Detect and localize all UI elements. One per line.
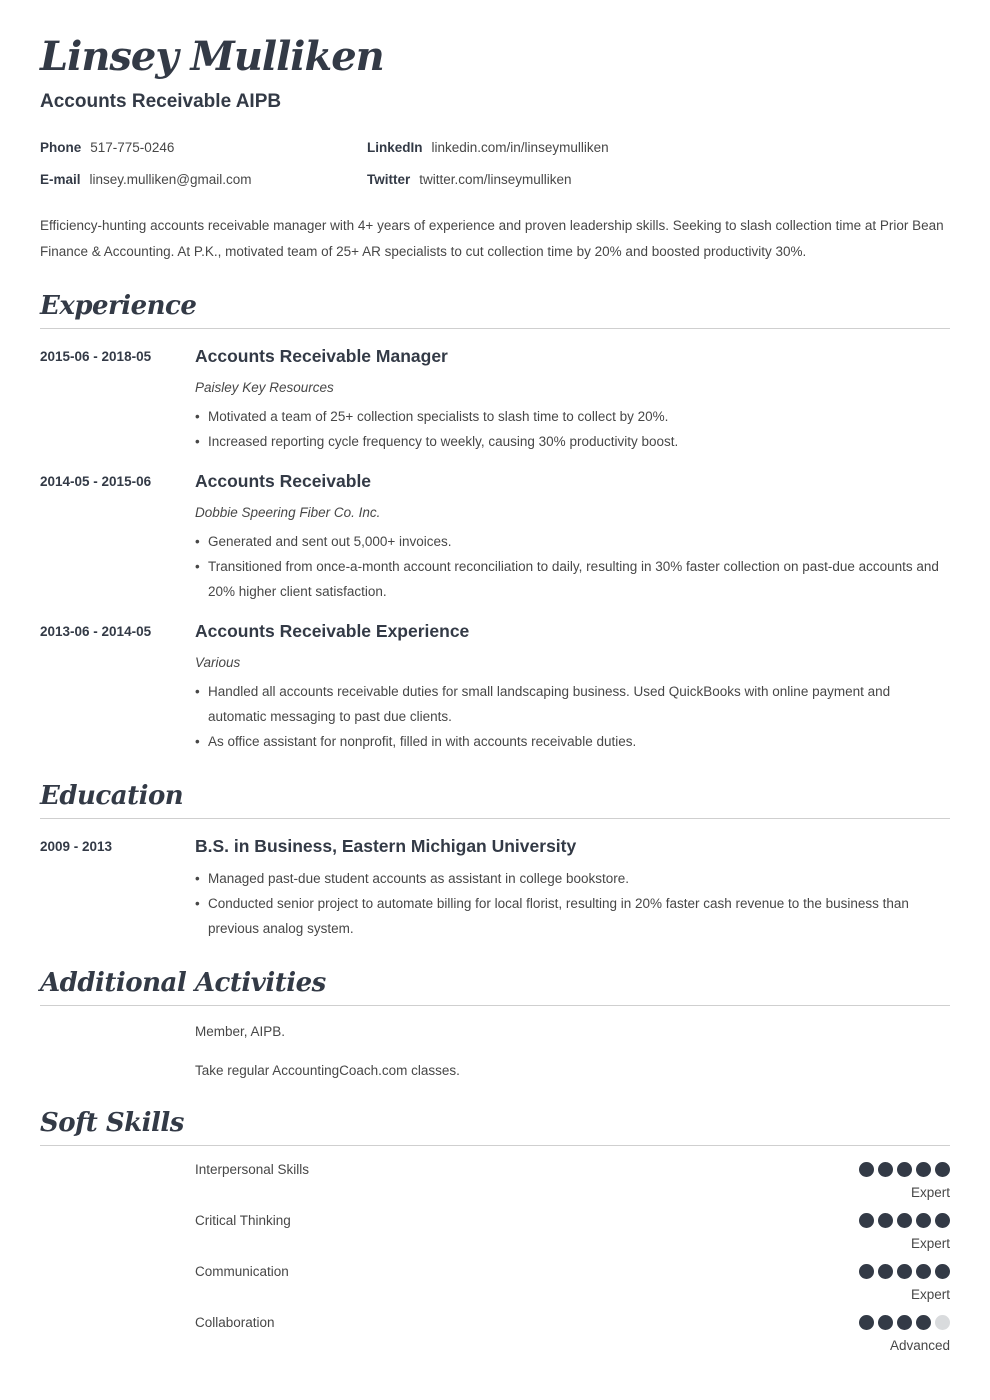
rating-dot-filled bbox=[897, 1264, 912, 1279]
skill-rating-dots bbox=[859, 1162, 950, 1177]
skill-level: Advanced bbox=[889, 1337, 950, 1353]
section-rule bbox=[40, 1005, 950, 1006]
contact-grid bbox=[40, 140, 950, 187]
skill-rating-dots bbox=[859, 1213, 950, 1228]
section-heading-education: Education bbox=[40, 781, 184, 811]
bullet-item: • Generated and sent out 5,000+ invoices. bbox=[195, 529, 950, 554]
rating-dot-filled bbox=[897, 1315, 912, 1330]
rating-dot-filled bbox=[878, 1213, 893, 1228]
education-entry bbox=[40, 836, 950, 941]
bullet-item: • Managed past-due student accounts as assistant in college bookstore. bbox=[195, 866, 950, 891]
soft-skills-list bbox=[40, 1162, 950, 1353]
rating-dot-filled bbox=[935, 1162, 950, 1177]
section-heading-soft-skills: Soft Skills bbox=[40, 1107, 184, 1138]
entry-bullets bbox=[195, 866, 950, 941]
email-label: E-mail bbox=[40, 172, 81, 187]
skill-rating-dots bbox=[859, 1264, 950, 1279]
person-name: Linsey Mulliken bbox=[40, 33, 384, 80]
entry-body bbox=[195, 621, 950, 754]
bullet-item: • As office assistant for nonprofit, filled in with accounts receivable duties. bbox=[195, 729, 950, 754]
section-rule bbox=[40, 328, 950, 329]
section-rule bbox=[40, 1145, 950, 1146]
profile-summary: Efficiency-hunting accounts receivable manager with 4+ years of experience and proven leadership skills. Seeking to slash collection time at Prior Bean Finance & Accounting. At P.K., motivated team of 25+ AR specialists to cut collection time by 20% and boosted productivity 30%. bbox=[40, 218, 944, 259]
contact-twitter bbox=[367, 172, 950, 187]
entry-title: Accounts Receivable bbox=[195, 471, 372, 491]
skill-label: Interpersonal Skills bbox=[195, 1161, 310, 1177]
section-heading-experience: Experience bbox=[40, 291, 197, 321]
skill-level: Expert bbox=[910, 1235, 950, 1251]
skill-label: Collaboration bbox=[195, 1314, 275, 1330]
rating-dot-filled bbox=[897, 1213, 912, 1228]
entry-bullets bbox=[195, 404, 950, 454]
phone-label: Phone bbox=[40, 140, 82, 155]
rating-dot-filled bbox=[878, 1315, 893, 1330]
contact-phone bbox=[40, 140, 367, 155]
entry-dates: 2014-05 - 2015-06 bbox=[40, 474, 152, 489]
rating-dot-empty bbox=[935, 1315, 950, 1330]
skill-level: Expert bbox=[910, 1184, 950, 1200]
entry-company: Dobbie Speering Fiber Co. Inc. bbox=[195, 505, 381, 520]
entry-dates: 2013-06 - 2014-05 bbox=[40, 624, 152, 639]
contact-linkedin bbox=[367, 140, 950, 155]
skill-level: Expert bbox=[910, 1286, 950, 1302]
rating-dot-filled bbox=[859, 1264, 874, 1279]
skill-row bbox=[195, 1213, 950, 1251]
rating-dot-filled bbox=[916, 1162, 931, 1177]
bullet-item: • Conducted senior project to automate billing for local florist, resulting in 20% faster cash revenue to the business than previous analog system. bbox=[195, 891, 950, 941]
twitter-value: twitter.com/linseymulliken bbox=[419, 172, 572, 187]
bullet-item: • Motivated a team of 25+ collection specialists to slash time to collect by 20%. bbox=[195, 404, 950, 429]
rating-dot-filled bbox=[878, 1162, 893, 1177]
linkedin-value: linkedin.com/in/linseymulliken bbox=[431, 140, 609, 155]
entry-dates: 2009 - 2013 bbox=[40, 839, 113, 854]
phone-value: 517-775-0246 bbox=[90, 140, 175, 155]
activity-line: Member, AIPB. bbox=[195, 1024, 286, 1039]
bullet-item: • Transitioned from once-a-month account reconciliation to daily, resulting in 30% faster collection on past-due accounts and 20% higher client satisfaction. bbox=[195, 554, 950, 604]
bullet-item: • Handled all accounts receivable duties for small landscaping business. Used QuickBooks with online payment and automatic messaging to past due clients. bbox=[195, 679, 950, 729]
activities-block bbox=[40, 1023, 950, 1081]
skill-row bbox=[195, 1162, 950, 1200]
rating-dot-filled bbox=[935, 1213, 950, 1228]
skill-row bbox=[195, 1315, 950, 1353]
rating-dot-filled bbox=[859, 1213, 874, 1228]
rating-dot-filled bbox=[897, 1162, 912, 1177]
bullet-item: • Increased reporting cycle frequency to weekly, causing 30% productivity boost. bbox=[195, 429, 950, 454]
section-heading-activities: Additional Activities bbox=[40, 968, 326, 998]
rating-dot-filled bbox=[916, 1264, 931, 1279]
person-job-title: Accounts Receivable AIPB bbox=[40, 91, 282, 112]
rating-dot-filled bbox=[935, 1264, 950, 1279]
entry-title: Accounts Receivable Manager bbox=[195, 346, 448, 366]
entry-body bbox=[195, 471, 950, 604]
entry-company: Paisley Key Resources bbox=[195, 380, 334, 395]
rating-dot-filled bbox=[916, 1315, 931, 1330]
activity-line: Take regular AccountingCoach.com classes. bbox=[195, 1062, 460, 1078]
skill-rating-dots bbox=[859, 1315, 950, 1330]
entry-bullets bbox=[195, 529, 950, 604]
experience-entry bbox=[40, 346, 950, 454]
linkedin-label: LinkedIn bbox=[367, 140, 423, 155]
experience-entry bbox=[40, 621, 950, 754]
rating-dot-filled bbox=[916, 1213, 931, 1228]
rating-dot-filled bbox=[878, 1264, 893, 1279]
entry-body bbox=[195, 836, 950, 941]
twitter-label: Twitter bbox=[367, 172, 411, 187]
entry-company: Various bbox=[195, 655, 241, 670]
contact-email bbox=[40, 172, 367, 187]
entry-title: Accounts Receivable Experience bbox=[195, 621, 470, 641]
email-value: linsey.mulliken@gmail.com bbox=[89, 172, 252, 187]
rating-dot-filled bbox=[859, 1162, 874, 1177]
skill-label: Communication bbox=[195, 1263, 289, 1279]
skill-row bbox=[195, 1264, 950, 1302]
entry-dates: 2015-06 - 2018-05 bbox=[40, 349, 152, 364]
entry-bullets bbox=[195, 679, 950, 754]
entry-title: B.S. in Business, Eastern Michigan University bbox=[195, 836, 577, 856]
rating-dot-filled bbox=[859, 1315, 874, 1330]
experience-entry bbox=[40, 471, 950, 604]
skill-label: Critical Thinking bbox=[195, 1212, 291, 1228]
section-rule bbox=[40, 818, 950, 819]
entry-body bbox=[195, 346, 950, 454]
